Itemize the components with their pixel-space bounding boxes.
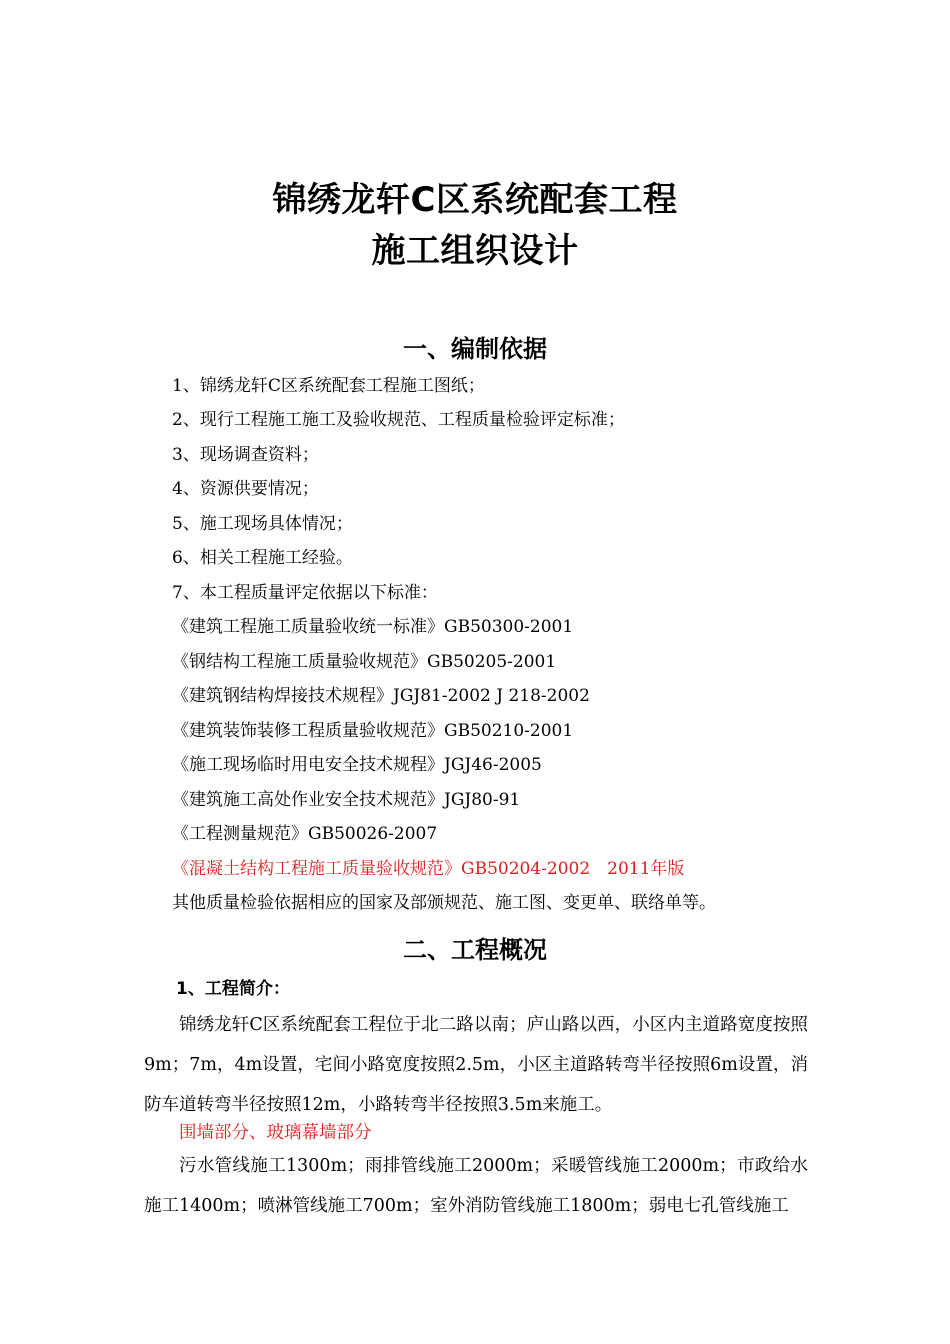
basis-item-1: 1、锦绣龙轩C区系统配套工程施工图纸； (172, 376, 485, 396)
basis-item-7: 7、本工程质量评定依据以下标准： (172, 583, 438, 603)
standard-item: 《工程测量规范》GB50026-2007 (172, 824, 438, 844)
basis-item-4: 4、资源供要情况； (172, 479, 319, 499)
document-title-line2: 施工组织设计 (371, 231, 579, 271)
highlighted-note: 围墙部分、玻璃幕墙部分 (179, 1123, 372, 1143)
pipeline-paragraph: 污水管线施工1300m；雨排管线施工2000m；采暖管线施工2000m；市政给水施工1400m；喷淋管线施工700m；室外消防管线施工1800m；弱电七孔管线施工 (144, 1156, 808, 1216)
basis-item-6: 6、相关工程施工经验。 (172, 548, 353, 568)
document-title-line1: 锦绣龙轩C区系统配套工程 (272, 180, 678, 220)
basis-item-5: 5、施工现场具体情况； (172, 514, 353, 534)
standard-item: 《钢结构工程施工质量验收规范》GB50205-2001 (172, 652, 557, 672)
standard-item: 《建筑钢结构焊接技术规程》JGJ81-2002 J 218-2002 (172, 686, 590, 706)
basis-item-2: 2、现行工程施工施工及验收规范、工程质量检验评定标准； (172, 410, 625, 430)
standard-item: 《建筑装饰装修工程质量验收规范》GB50210-2001 (172, 721, 574, 741)
section1-heading: 一、编制依据 (403, 335, 547, 363)
standard-item: 《建筑工程施工质量验收统一标准》GB50300-2001 (172, 617, 574, 637)
project-intro-paragraph: 锦绣龙轩C区系统配套工程位于北二路以南；庐山路以西，小区内主道路宽度按照9m；7m，4m设置，宅间小路宽度按照2.5m，小区主道路转弯半径按照6m设置，消防车道转弯半径按照12m，小路转弯半径按照3.5m来施工。 (144, 1015, 808, 1115)
standard-item: 《施工现场临时用电安全技术规程》JGJ46-2005 (172, 755, 542, 775)
other-basis-text: 其他质量检验依据相应的国家及部颁规范、施工图、变更单、联络单等。 (172, 893, 716, 913)
project-intro-subheading: 1、工程简介： (176, 979, 290, 999)
section2-heading: 二、工程概况 (403, 936, 547, 964)
highlighted-standard-item: 《混凝土结构工程施工质量验收规范》GB50204-2002 2011年版 (172, 859, 685, 879)
basis-item-3: 3、现场调查资料； (172, 445, 319, 465)
standard-item: 《建筑施工高处作业安全技术规范》JGJ80-91 (172, 790, 521, 810)
